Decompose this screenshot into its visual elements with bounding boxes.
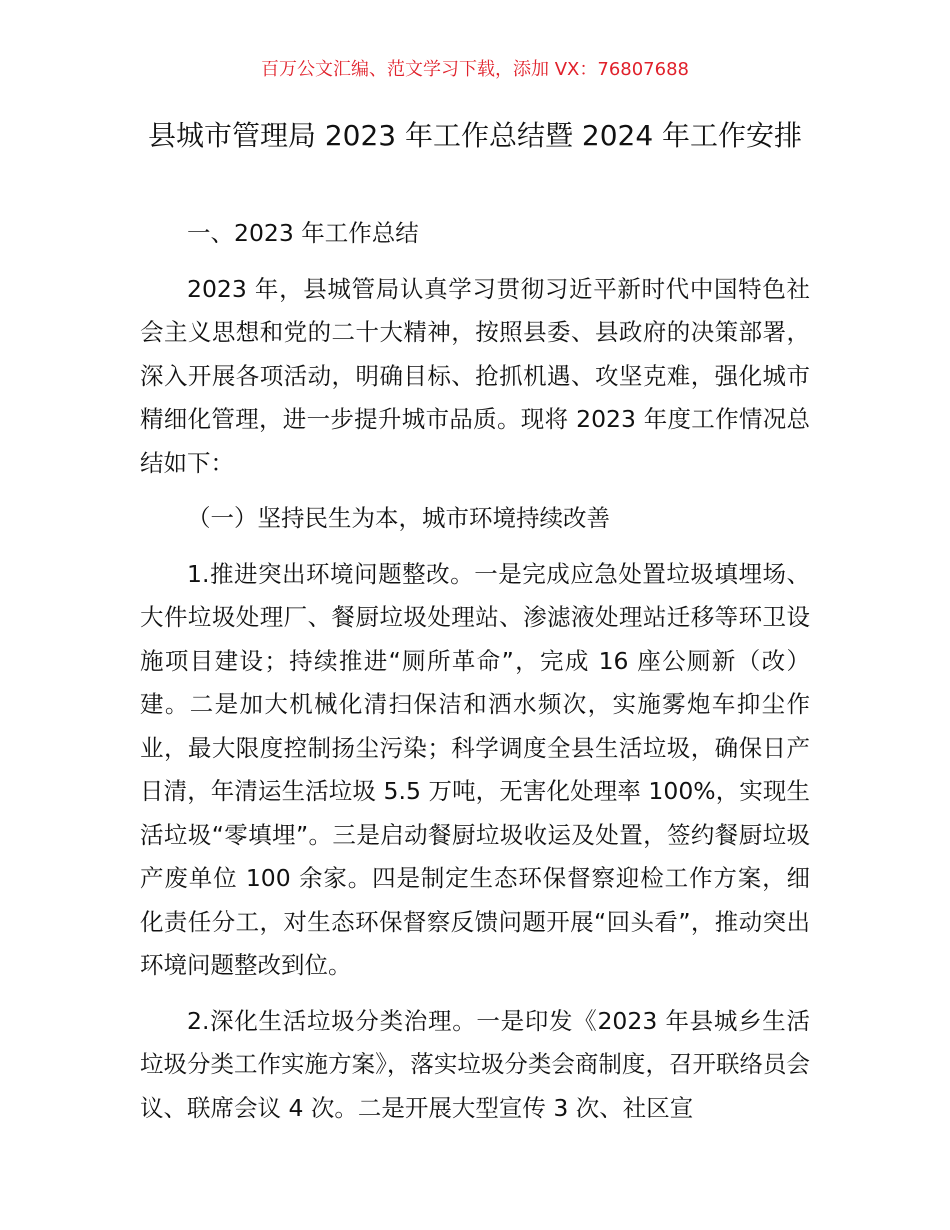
intro-paragraph: 2023 年，县城管局认真学习贯彻习近平新时代中国特色社会主义思想和党的二十大精神，按照县委、县政府的决策部署，深入开展各项活动，明确目标、抢抓机遇、攻坚克难，强化城市精细化管理，进一步提升城市品质。现将 2023 年度工作情况总结如下： — [140, 274, 810, 477]
subsection-heading: （一）坚持民生为本，城市环境持续改善 — [187, 504, 610, 532]
body-paragraph-2: 2.深化生活垃圾分类治理。一是印发《2023 年县城乡生活垃圾分类工作实施方案》，落实垃圾分类会商制度，召开联络员会议、联席会议 4 次。二是开展大型宣传 3 次、社区宣 — [140, 1006, 810, 1122]
document-body — [140, 212, 810, 1130]
document-title: 县城市管理局 2023 年工作总结暨 2024 年工作安排 — [147, 119, 803, 152]
watermark-banner: 百万公文汇编、范文学习下载，添加 VX：76807688 — [261, 59, 689, 80]
section-heading-summary: 一、2023 年工作总结 — [187, 219, 419, 247]
body-paragraph-1: 1.推进突出环境问题整改。一是完成应急处置垃圾填埋场、大件垃圾处理厂、餐厨垃圾处理站、渗滤液处理站迁移等环卫设施项目建设；持续推进“厕所革命”，完成 16 座公厕新（改）建。二是加大机械化清扫保洁和洒水频次，实施雾炮车抑尘作业，最大限度控制扬尘污染；科学调度全县生活垃圾，确保日产日清，年清运生活垃圾 5.5 万吨，无害化处理率 100%，实现生活垃圾“零填埋”。三是启动餐厨垃圾收运及处置，签约餐厨垃圾产废单位 100 余家。四是制定生态环保督察迎检工作方案，细化责任分工，对生态环保督察反馈问题开展“回头看”，推动突出环境问题整改到位。 — [140, 559, 810, 979]
